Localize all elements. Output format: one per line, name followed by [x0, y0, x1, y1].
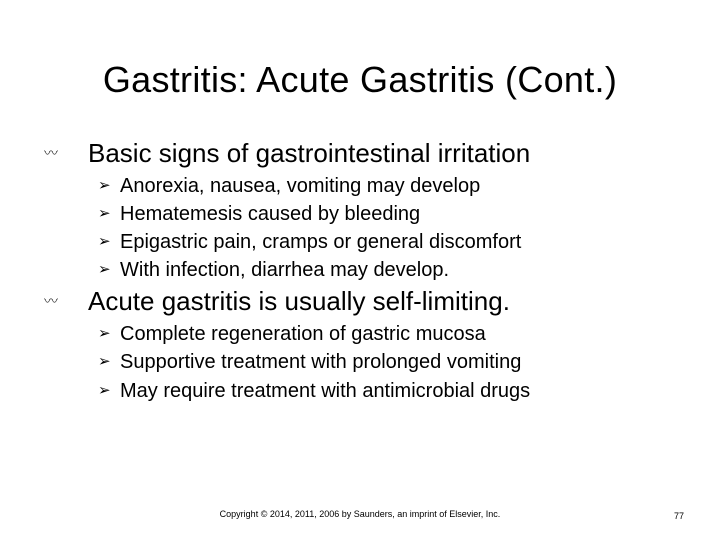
slide-title: Gastritis: Acute Gastritis (Cont.)	[102, 59, 618, 100]
wavy-dash-icon: 〰	[44, 293, 58, 310]
arrow-bullet-icon: ➢	[98, 260, 111, 278]
bullet-text: Supportive treatment with prolonged vomiting	[120, 351, 522, 373]
bullet-item	[98, 228, 521, 257]
bullet-item	[98, 320, 486, 349]
bullet-item	[98, 200, 420, 229]
section-heading-1	[44, 138, 530, 170]
bullet-text: Hematemesis caused by bleeding	[120, 203, 421, 225]
arrow-bullet-icon: ➢	[98, 176, 111, 194]
arrow-bullet-icon: ➢	[98, 232, 111, 250]
section-heading-text: Basic signs of gastrointestinal irritation	[88, 138, 531, 168]
wavy-dash-icon: 〰	[44, 145, 58, 162]
bullet-text: With infection, diarrhea may develop.	[120, 259, 450, 281]
bullet-text: Complete regeneration of gastric mucosa	[120, 323, 486, 345]
arrow-bullet-icon: ➢	[98, 204, 111, 222]
bullet-text: Epigastric pain, cramps or general discomfort	[120, 231, 522, 253]
bullet-text: May require treatment with antimicrobial drugs	[120, 380, 531, 402]
arrow-bullet-icon: ➢	[98, 381, 111, 399]
section-heading-text: Acute gastritis is usually self-limiting.	[88, 286, 510, 316]
footer-copyright: Copyright © 2014, 2011, 2006 by Saunders, an imprint of Elsevier, Inc.	[219, 509, 501, 519]
arrow-bullet-icon: ➢	[98, 324, 111, 342]
page-number: 77	[674, 511, 685, 521]
bullet-text: Anorexia, nausea, vomiting may develop	[120, 175, 481, 197]
bullet-item	[98, 377, 530, 406]
section-heading-2	[44, 286, 510, 318]
bullet-item	[98, 348, 521, 377]
bullet-item	[98, 172, 480, 201]
bullet-item	[98, 256, 449, 285]
arrow-bullet-icon: ➢	[98, 352, 111, 370]
